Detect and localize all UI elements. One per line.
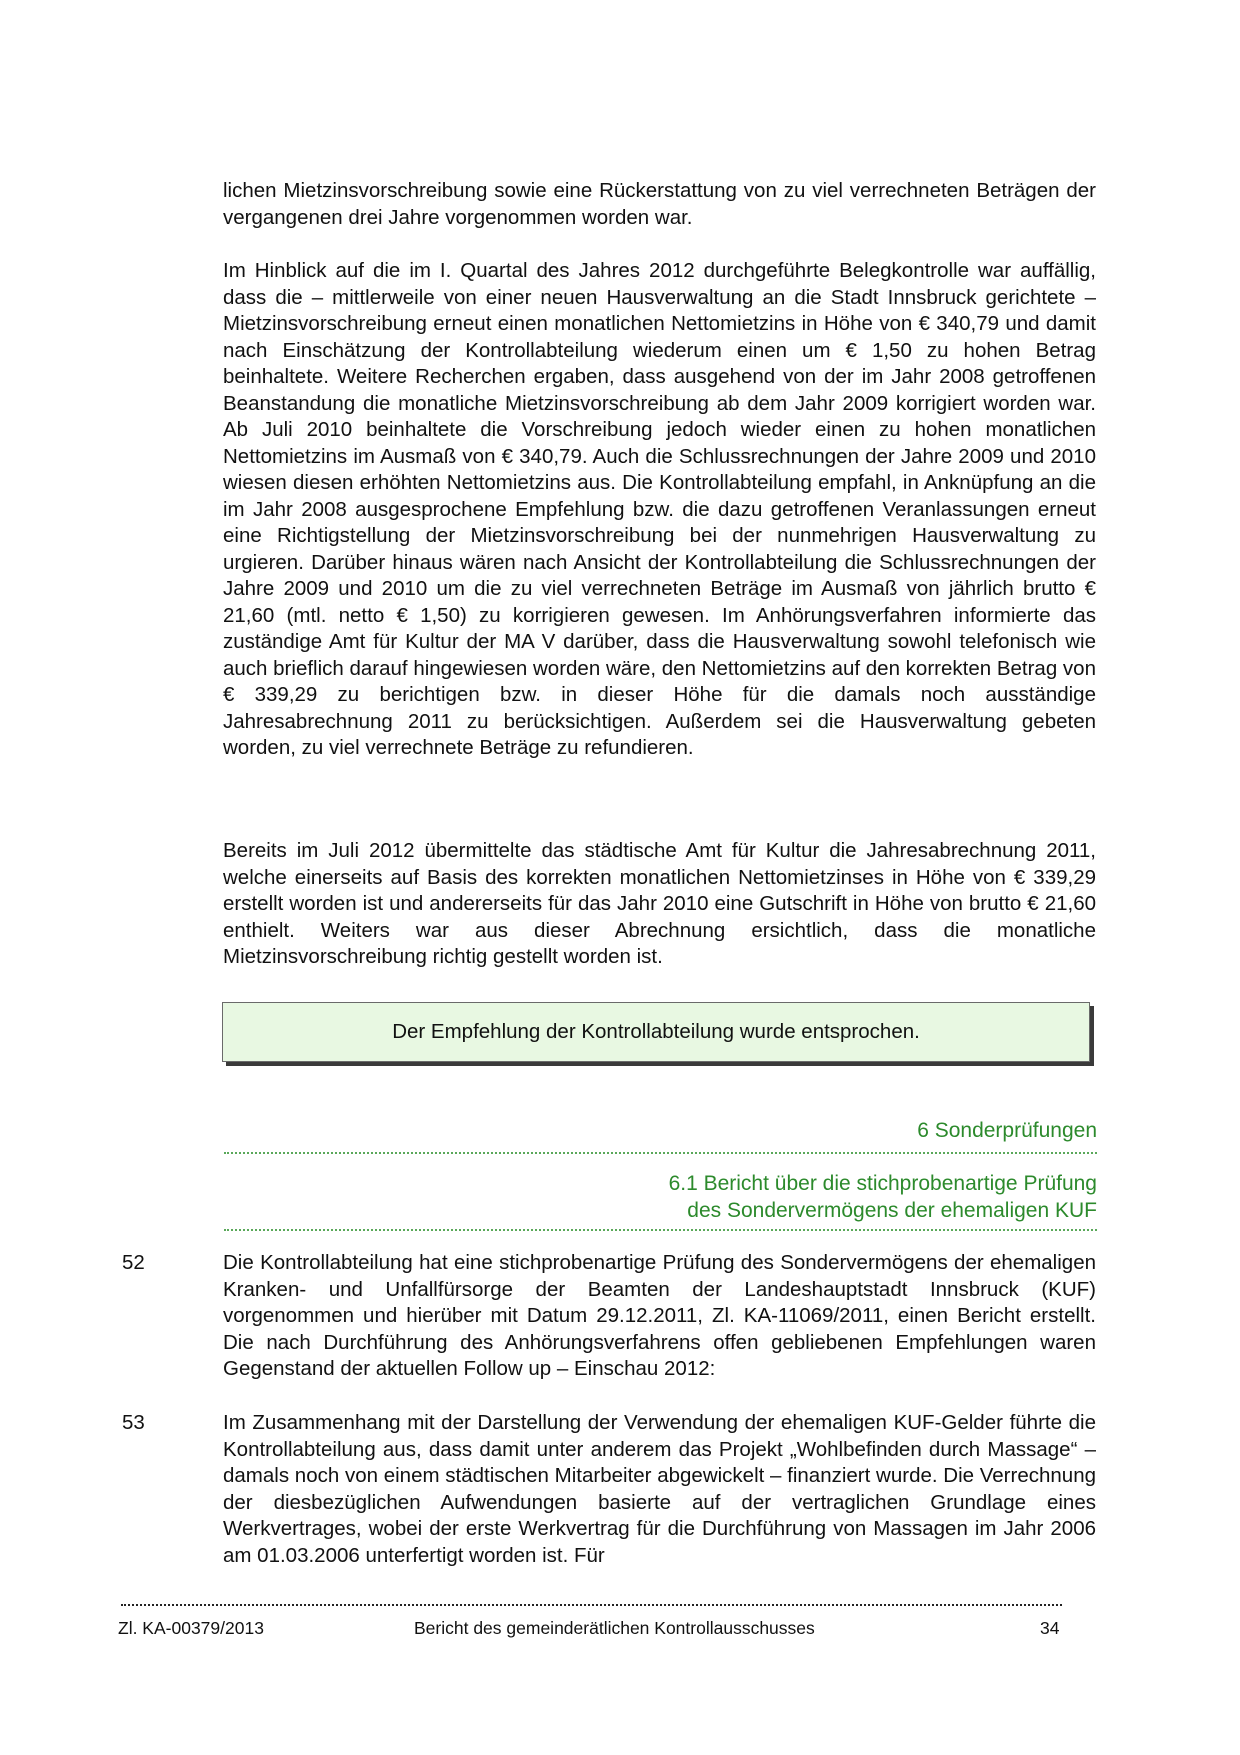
paragraph-text: Die Kontrollabteilung hat eine stichprobenartige Prüfung des Sondervermögens der ehemaligen Kranken- und Unfallfürsorge der Beamten der Landeshauptstadt Innsbruck (KUF) vorgenommen und hierüber mit Datum 29.12.2011, Zl. KA-11069/2011, einen Bericht erstellt. Die nach Durchführung des Anhörungsverfahrens offen gebliebenen Empfehlungen waren Gegenstand der aktuellen Follow up – Einschau 2012:: [223, 1251, 1096, 1380]
paragraph-jahresabrechnung: Bereits im Juli 2012 übermittelte das städtische Amt für Kultur die Jahresabrechnung 2011, welche einerseits auf Basis des korrekten monatlichen Nettomietzinses in Höhe von € 339,29 erstellt worden ist und andererseits für das Jahr 2010 eine Gutschrift in Höhe von brutto € 21,60 enthielt. Weiters war aus dieser Abrechnung ersichtlich, dass die monatliche Mietzinsvorschreibung richtig gestellt worden ist.: [223, 839, 1096, 968]
page-number: 34: [1040, 1618, 1060, 1638]
paragraph-text: Im Zusammenhang mit der Darstellung der Verwendung der ehemaligen KUF-Gelder führte die Kontrollabteilung aus, dass damit unter anderem das Projekt „Wohlbefinden durch Massage“ – damals noch von einem städtischen Mitarbeiter abgewickelt – finanziert wurde. Die Verrechnung der diesbezüglichen Aufwendungen basierte auf der vertraglichen Grundlage eines Werkvertrages, wobei der erste Werkvertrag für die Durchführung von Massagen im Jahr 2006 am 01.03.2006 unterfertigt worden ist. Für: [223, 1411, 1096, 1567]
paragraph-number: 53: [122, 1411, 145, 1434]
footer-title: Bericht des gemeinderätlichen Kontrollausschusses: [414, 1618, 815, 1638]
paragraph-intro: lichen Mietzinsvorschreibung sowie eine Rückerstattung von zu viel verrechneten Beträgen der vergangenen drei Jahre vorgenommen worden war.: [223, 179, 1096, 229]
subsection-heading-line-1: 6.1 Bericht über die stichprobenartige Prüfung: [668, 1172, 1097, 1195]
footer-divider: [121, 1604, 1062, 1606]
callout-text: Der Empfehlung der Kontrollabteilung wurde entsprochen.: [392, 1020, 920, 1043]
section-divider: [224, 1152, 1097, 1154]
section-heading: 6 Sonderprüfungen: [917, 1119, 1097, 1142]
paragraph-number: 52: [122, 1251, 145, 1274]
subsection-heading-line-2: des Sondervermögens der ehemaligen KUF: [687, 1198, 1097, 1222]
subsection-heading: [497, 1171, 1097, 1224]
footer-reference: Zl. KA-00379/2013: [118, 1618, 264, 1638]
paragraph-belegkontrolle: Im Hinblick auf die im I. Quartal des Jahres 2012 durchgeführte Belegkontrolle war auffällig, dass die – mittlerweile von einer neuen Hausverwaltung an die Stadt Innsbruck gerichtete – Mietzinsvorschreibung erneut einen monatlichen Nettomietzins in Höhe von € 340,79 und damit nach Einschätzung der Kontrollabteilung wiederum einen um € 1,50 zu hohen Betrag beinhaltete. Weitere Recherchen ergaben, dass ausgehend von der im Jahr 2008 getroffenen Beanstandung die monatliche Mietzinsvorschreibung ab dem Jahr 2009 korrigiert worden war. Ab Juli 2010 beinhaltete die Vorschreibung jedoch wieder einen zu hohen monatlichen Nettomietzins im Ausmaß von € 340,79. Auch die Schlussrechnungen der Jahre 2009 und 2010 wiesen diesen erhöhten Nettomietzins aus. Die Kontrollabteilung empfahl, in Anknüpfung an die im Jahr 2008 ausgesprochene Empfehlung bzw. die dazu getroffenen Veranlassungen erneut eine Richtigstellung der Mietzinsvorschreibung bei der nunmehrigen Hausverwaltung zu urgieren. Darüber hinaus wären nach Ansicht der Kontrollabteilung die Schlussrechnungen der Jahre 2009 und 2010 um die zu viel verrechneten Beträge im Ausmaß von jährlich brutto € 21,60 (mtl. netto € 1,50) zu korrigieren gewesen. Im Anhörungsverfahren informierte das zuständige Amt für Kultur der MA V darüber, dass die Hausverwaltung sowohl telefonisch wie auch brieflich darauf hingewiesen worden wäre, den Nettomietzins auf den korrekten Betrag von € 339,29 zu berichtigen bzw. in dieser Höhe für die damals noch ausständige Jahresabrechnung 2011 zu berücksichtigen. Außerdem sei die Hausverwaltung gebeten worden, zu viel verrechnete Beträge zu refundieren.: [223, 259, 1096, 759]
subsection-divider: [224, 1229, 1097, 1231]
recommendation-callout-box: [222, 1002, 1090, 1062]
